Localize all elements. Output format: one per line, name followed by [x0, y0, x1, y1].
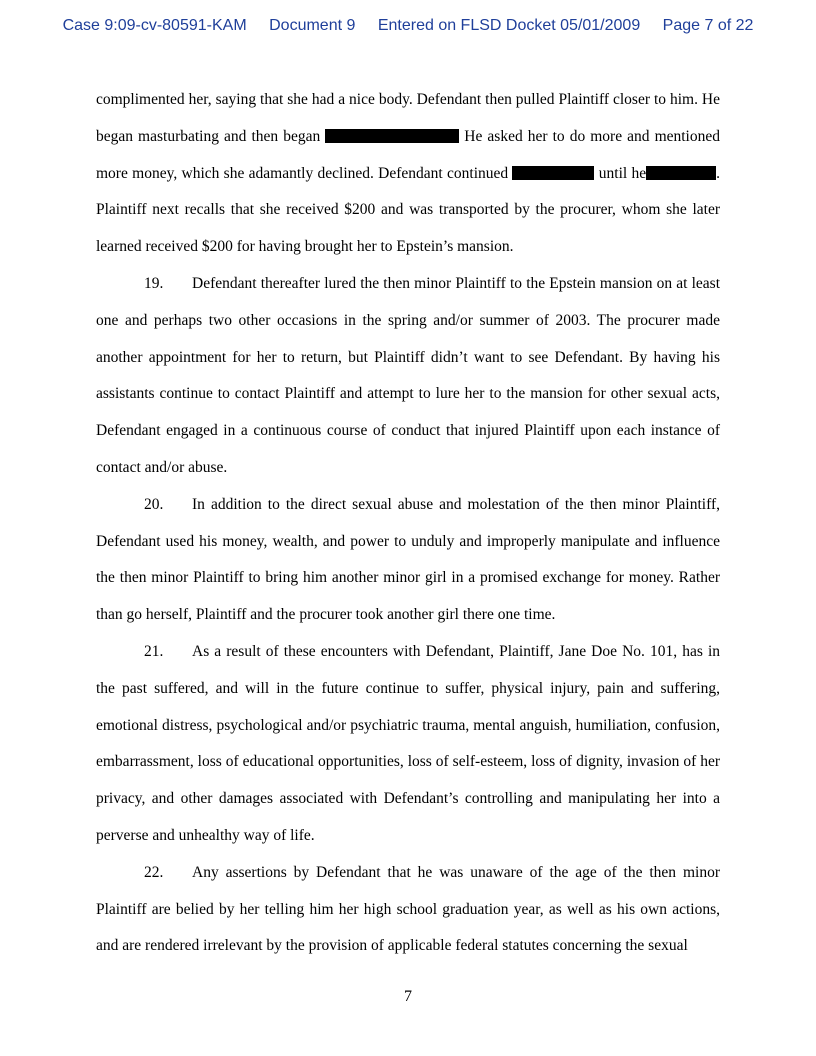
paragraph-text: He asked her to do more and mentioned more money, which she adamantly declined. Defendant continued [96, 127, 720, 182]
paragraph-number: 21. [144, 642, 164, 660]
paragraph-text: until he [598, 164, 647, 182]
redaction-block [512, 166, 594, 180]
paragraph-21 [96, 634, 720, 855]
docket-header [0, 17, 816, 35]
redaction-block [646, 166, 716, 180]
paragraph-number: 19. [144, 274, 164, 292]
paragraph-number: 22. [144, 863, 164, 881]
document-number: Document 9 [269, 17, 356, 34]
page-number: 7 [404, 988, 412, 1005]
paragraph-text: . Plaintiff next recalls that she received $200 and was transported by the procurer, whom she later learned received $200 for having brought her to Epstein’s mansion. [96, 164, 721, 256]
paragraph-text: Any assertions by Defendant that he was unaware of the age of the then minor Plaintiff are belied by her telling him her high school graduation year, as well as his own actions, and are rendered irrelevant by the provision of applicable federal statutes concerning the sexual [96, 863, 720, 955]
document-body [96, 82, 720, 965]
paragraph-text: As a result of these encounters with Defendant, Plaintiff, Jane Doe No. 101, has in the past suffered, and will in the future continue to suffer, physical injury, pain and suffering, emotional distress, psychological and/or psychiatric trauma, mental anguish, humiliation, confusion, embarrassment, loss of educational opportunities, loss of self-esteem, loss of dignity, invasion of her privacy, and other damages associated with Defendant’s controlling and manipulating her into a perverse and unhealthy way of life. [96, 642, 720, 844]
docket-entry: Entered on FLSD Docket 05/01/2009 [377, 17, 641, 34]
page-of-total: Page 7 of 22 [662, 17, 754, 34]
paragraph-text: complimented her, saying that she had a nice body. Defendant then pulled Plaintiff closer to him. He began masturbating and then began [96, 91, 720, 145]
case-number: Case 9:09-cv-80591-KAM [62, 17, 247, 34]
paragraph-text: Defendant thereafter lured the then minor Plaintiff to the Epstein mansion on at least one and perhaps two other occasions in the spring and/or summer of 2003. The procurer made another appointment for her to return, but Plaintiff didn’t want to see Defendant. By having his assistants continue to contact Plaintiff and attempt to lure her to the mansion for other sexual acts, Defendant engaged in a continuous course of conduct that injured Plaintiff upon each instance of contact and/or abuse. [96, 274, 720, 476]
paragraph-20 [96, 487, 720, 634]
paragraph-continued [96, 82, 720, 266]
paragraph-19 [96, 266, 720, 487]
paragraph-number: 20. [144, 495, 164, 513]
redaction-block [325, 129, 459, 143]
paragraph-22 [96, 855, 720, 965]
paragraph-text: In addition to the direct sexual abuse and molestation of the then minor Plaintiff, Defendant used his money, wealth, and power to unduly and improperly manipulate and influence the then minor Plaintiff to bring him another minor girl in a promised exchange for money. Rather than go herself, Plaintiff and the procurer took another girl there one time. [96, 495, 720, 624]
